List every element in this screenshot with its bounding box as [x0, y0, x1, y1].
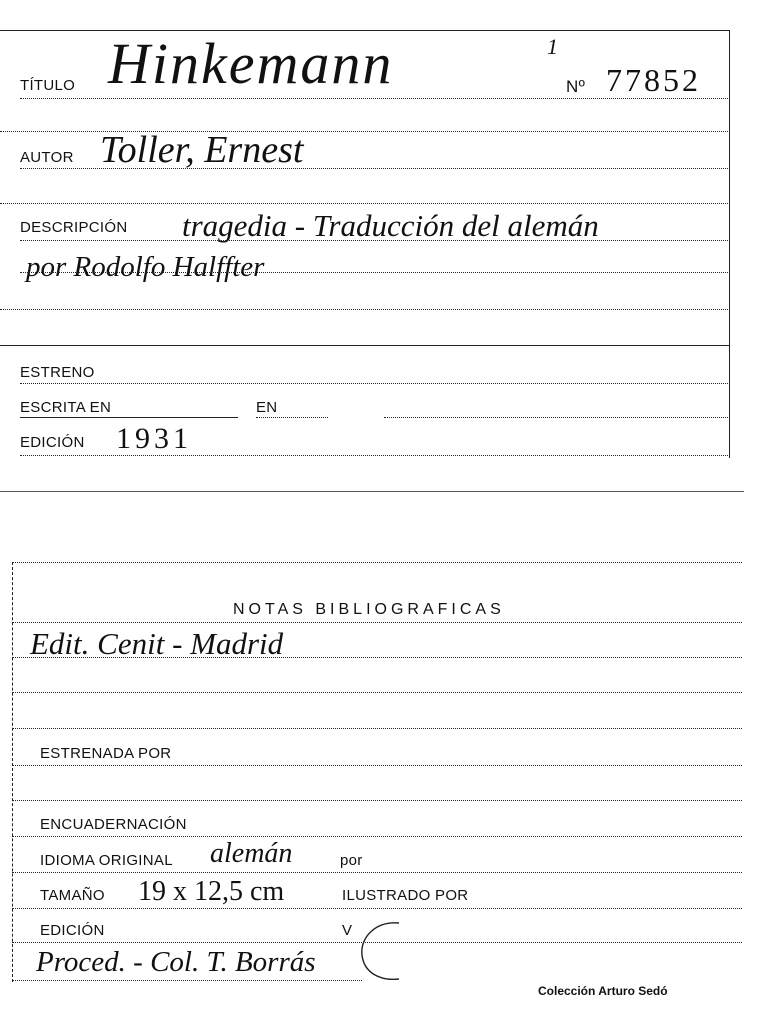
titulo-label: TÍTULO: [20, 77, 76, 94]
escrita-label: ESCRITA EN: [20, 399, 112, 416]
notas-heading: NOTAS BIBLIOGRAFICAS: [233, 601, 505, 618]
titulo-value: Hinkemann: [108, 31, 394, 96]
edicion-rule: [20, 455, 728, 456]
proced-rule: [12, 980, 362, 981]
numero-value: 77852: [606, 62, 701, 98]
card2-top-edge: [12, 562, 742, 563]
en-rule-a: [256, 417, 328, 418]
ilustrado-label: ILUSTRADO POR: [342, 887, 469, 904]
v-label: V: [342, 922, 353, 939]
descripcion-line2: por Rodolfo Halffter: [26, 251, 265, 283]
notas-rule-3: [12, 728, 742, 729]
edicion-label: EDICIÓN: [20, 434, 85, 451]
rule-2: [0, 203, 728, 204]
estrenada-rule: [12, 765, 742, 766]
proced-value: Proced. - Col. T. Borrás: [36, 946, 316, 978]
titulo-rule: [20, 98, 728, 99]
rule-4: [0, 309, 728, 310]
blank-rule: [12, 800, 742, 801]
descripcion-line1: tragedia - Traducción del alemán: [182, 208, 599, 243]
edicion2-label: EDICIÓN: [40, 922, 105, 939]
idioma-label: IDIOMA ORIGINAL: [40, 852, 173, 869]
numero-label: Nº: [566, 77, 586, 96]
rule-5: [0, 345, 730, 346]
card2-left-border: [12, 562, 13, 982]
torn-circle-mark: [354, 915, 414, 985]
tamano-label: TAMAÑO: [40, 887, 105, 904]
numero-mark: 1: [547, 34, 558, 59]
notas-rule-2: [12, 692, 742, 693]
en-label: EN: [256, 399, 278, 416]
notas-rule-1: [12, 657, 742, 658]
tamano-rule: [12, 908, 742, 909]
encuadernacion-label: ENCUADERNACIÓN: [40, 816, 187, 833]
descripcion-rule: [20, 240, 728, 241]
autor-rule: [20, 168, 728, 169]
idioma-value: alemán: [210, 838, 293, 869]
rule-3: [20, 272, 728, 273]
card-bottom-edge: [0, 491, 744, 492]
tamano-value: 19 x 12,5 cm: [138, 876, 285, 907]
estrenada-label: ESTRENADA POR: [40, 745, 172, 762]
por-label: por: [340, 852, 363, 869]
edicion-value: 1931: [116, 422, 192, 455]
autor-value: Toller, Ernest: [100, 129, 304, 171]
escrita-rule: [20, 417, 238, 418]
autor-label: AUTOR: [20, 149, 74, 166]
descripcion-label: DESCRIPCIÓN: [20, 219, 128, 236]
heading-rule: [12, 622, 742, 623]
en-rule-b: [384, 417, 728, 418]
card-right-border: [729, 30, 730, 458]
collection-credit: Colección Arturo Sedó: [538, 984, 668, 998]
estreno-rule: [20, 383, 728, 384]
idioma-rule: [12, 872, 742, 873]
estreno-label: ESTRENO: [20, 364, 95, 381]
notas-line1: Edit. Cenit - Madrid: [30, 626, 284, 661]
encuadernacion-rule: [12, 836, 742, 837]
